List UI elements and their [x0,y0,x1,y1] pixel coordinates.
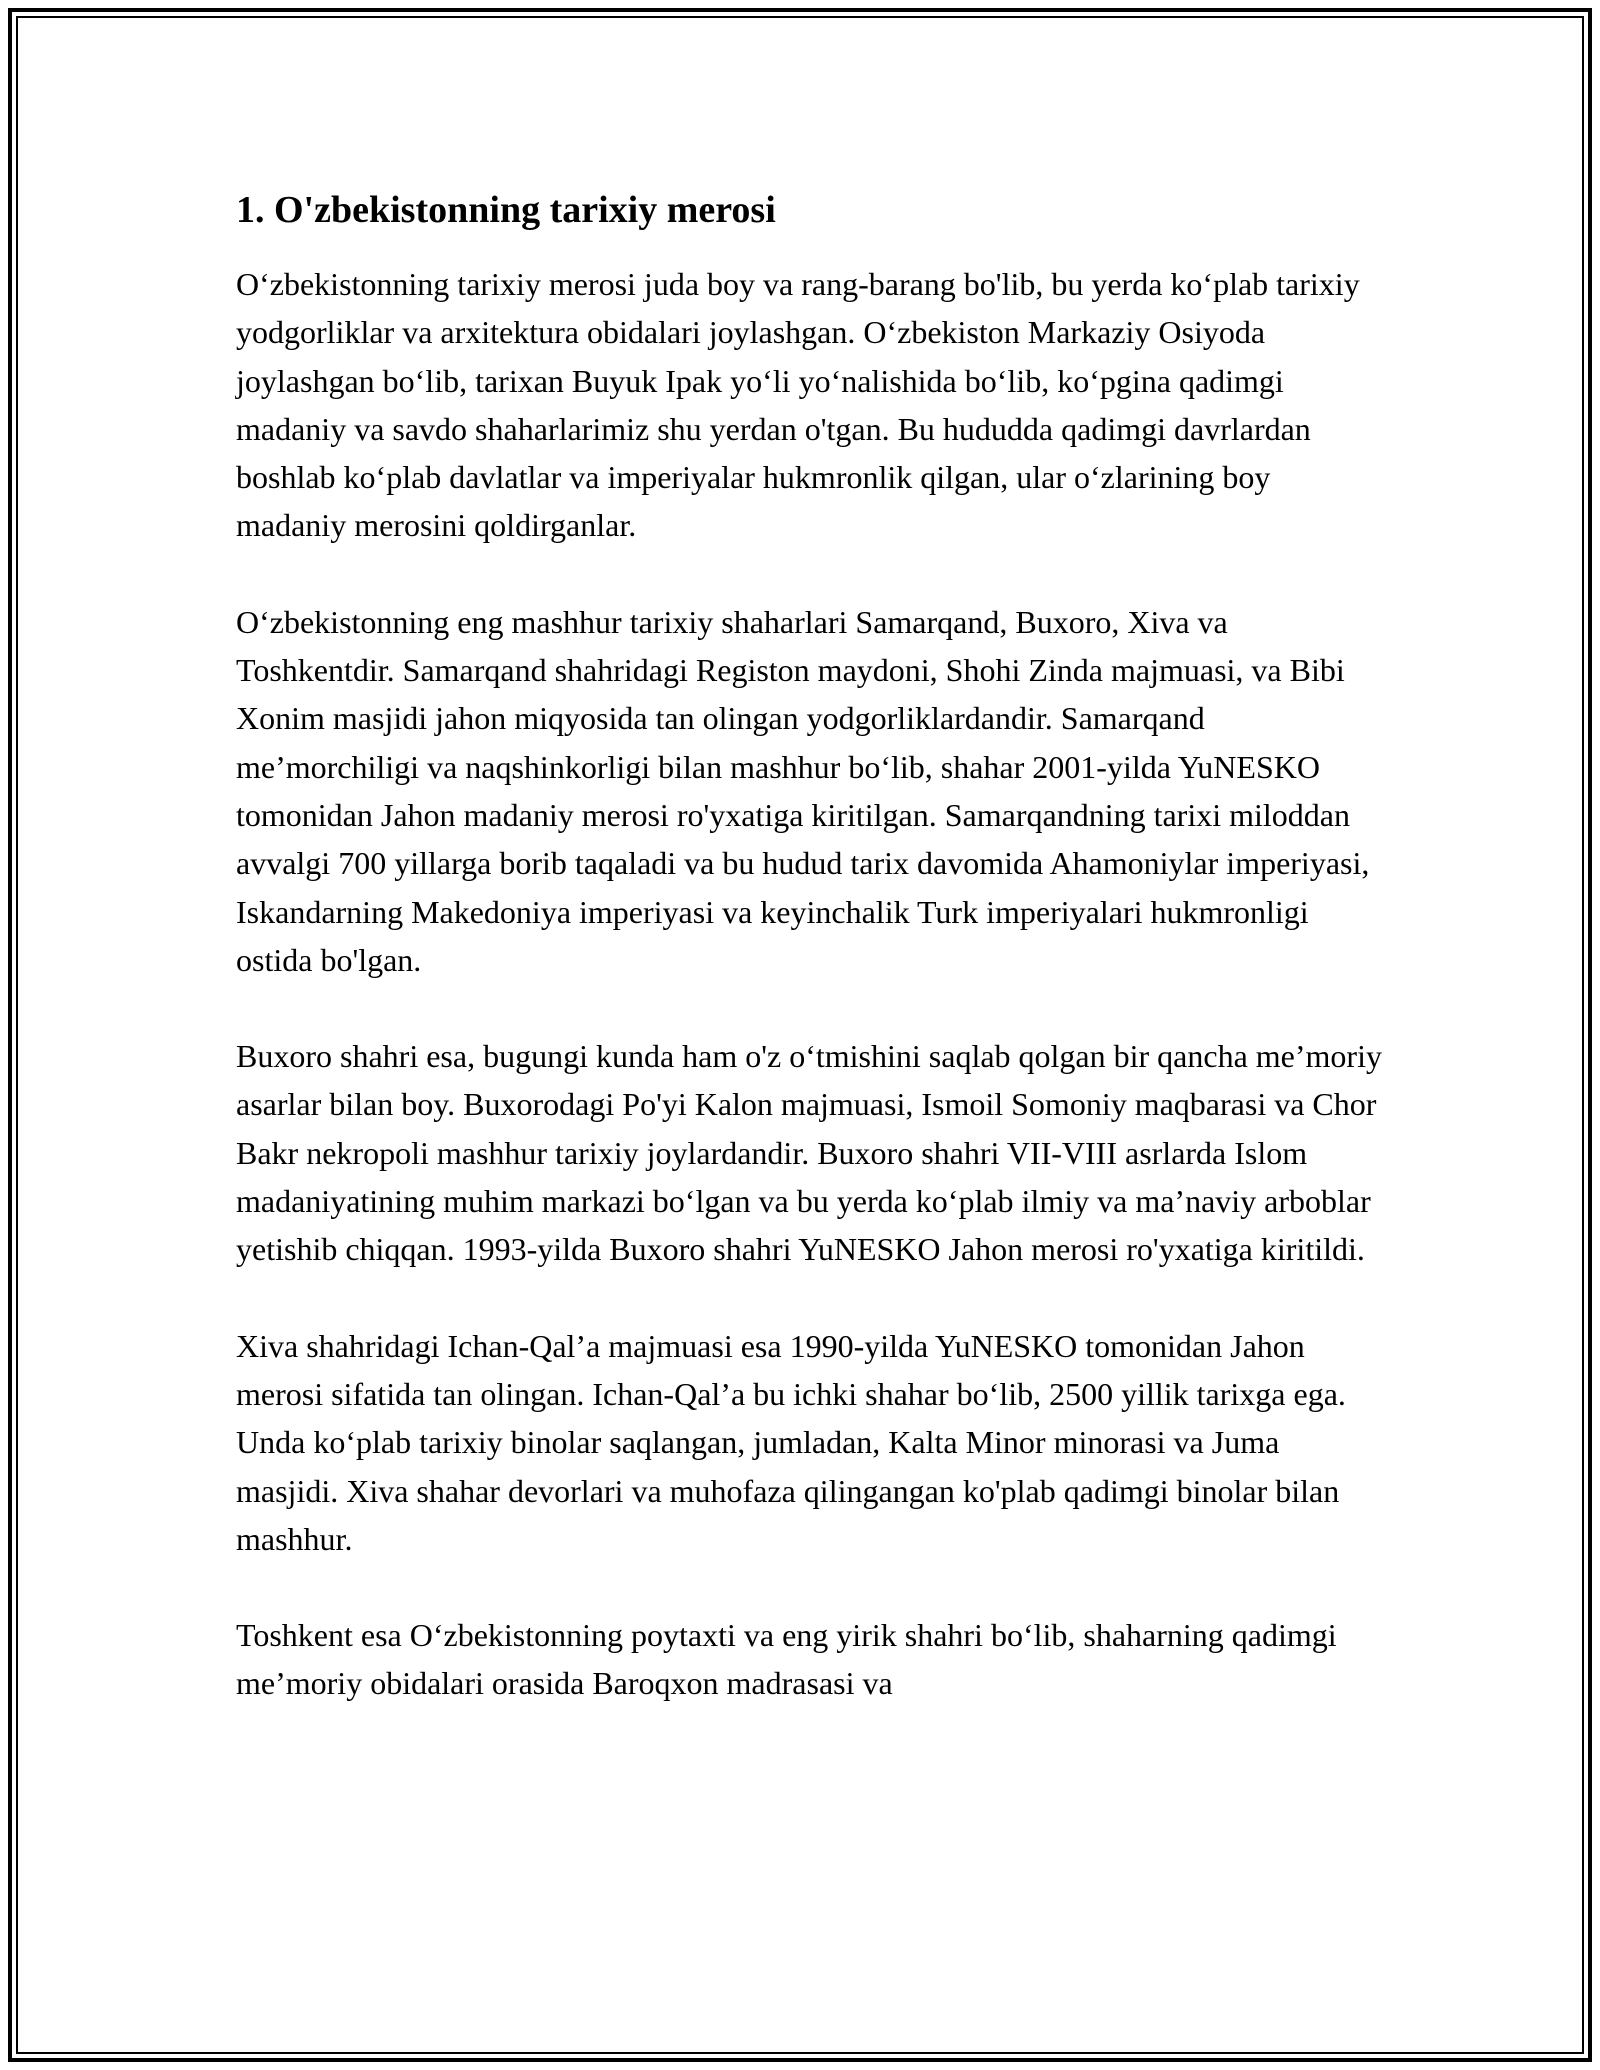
paragraph: Toshkent esa O‘zbekistonning poytaxti va eng yirik shahri bo‘lib, shaharning qadimgi me’moriy obidalari orasida Baroqxon madrasasi va [236,1617,1337,1702]
paragraph: Xiva shahridagi Ichan-Qal’a majmuasi esa 1990-yilda YuNESKO tomonidan Jahon merosi sifatida tan olingan. Ichan-Qal’a bu ichki shahar bo‘lib, 2500 yillik tarixga ega. Unda ko‘plab tarixiy binolar saqlangan, jumladan, Kalta Minor minorasi va Juma masjidi. Xiva shahar devorlari va muhofaza qilingangan ko'plab qadimgi binolar bilan mashhur. [236,1327,1346,1557]
document-body [236,186,1386,1756]
paragraph: O‘zbekistonning eng mashhur tarixiy shaharlari Samarqand, Buxoro, Xiva va Toshkentdir. Samarqand shahridagi Registon maydoni, Shohi Zinda majmuasi, va Bibi Xonim masjidi jahon miqyosida tan olingan yodgorliklardandir. Samarqand me’morchiligi va naqshinkorligi bilan mashhur bo‘lib, shahar 2001-yilda YuNESKO tomonidan Jahon madaniy merosi ro'yxatiga kiritilgan. Samarqandning tarixi miloddan avvalgi 700 yillarga borib taqaladi va bu hudud tarix davomida Ahamoniylar imperiyasi, Iskandarning Makedoniya imperiyasi va keyinchalik Turk imperiyalari hukmronligi ostida bo'lgan. [236,603,1370,978]
paragraph: O‘zbekistonning tarixiy merosi juda boy va rang-barang bo'lib, bu yerda ko‘plab tarixiy yodgorliklar va arxitektura obidalari joylashgan. O‘zbekiston Markaziy Osiyoda joylashgan bo‘lib, tarixan Buyuk Ipak yo‘li yo‘nalishida bo‘lib, ko‘pgina qadimgi madaniy va savdo shaharlarimiz shu yerdan o'tgan. Bu hududda qadimgi davrlardan boshlab ko‘plab davlatlar va imperiyalar hukmronlik qilgan, ular o‘zlarining boy madaniy merosini qoldirganlar. [236,266,1360,544]
paragraph: Buxoro shahri esa, bugungi kunda ham o'z o‘tmishini saqlab qolgan bir qancha me’moriy asarlar bilan boy. Buxorodagi Po'yi Kalon majmuasi, Ismoil Somoniy maqbarasi va Chor Bakr nekropoli mashhur tarixiy joylardandir. Buxoro shahri VII-VIII asrlarda Islom madaniyatining muhim markazi bo‘lgan va bu yerda ko‘plab ilmiy va ma’naviy arboblar yetishib chiqqan. 1993-yilda Buxoro shahri YuNESKO Jahon merosi ro'yxatiga kiritildi. [236,1038,1382,1268]
section-heading: 1. O'zbekistonning tarixiy merosi [236,189,776,231]
